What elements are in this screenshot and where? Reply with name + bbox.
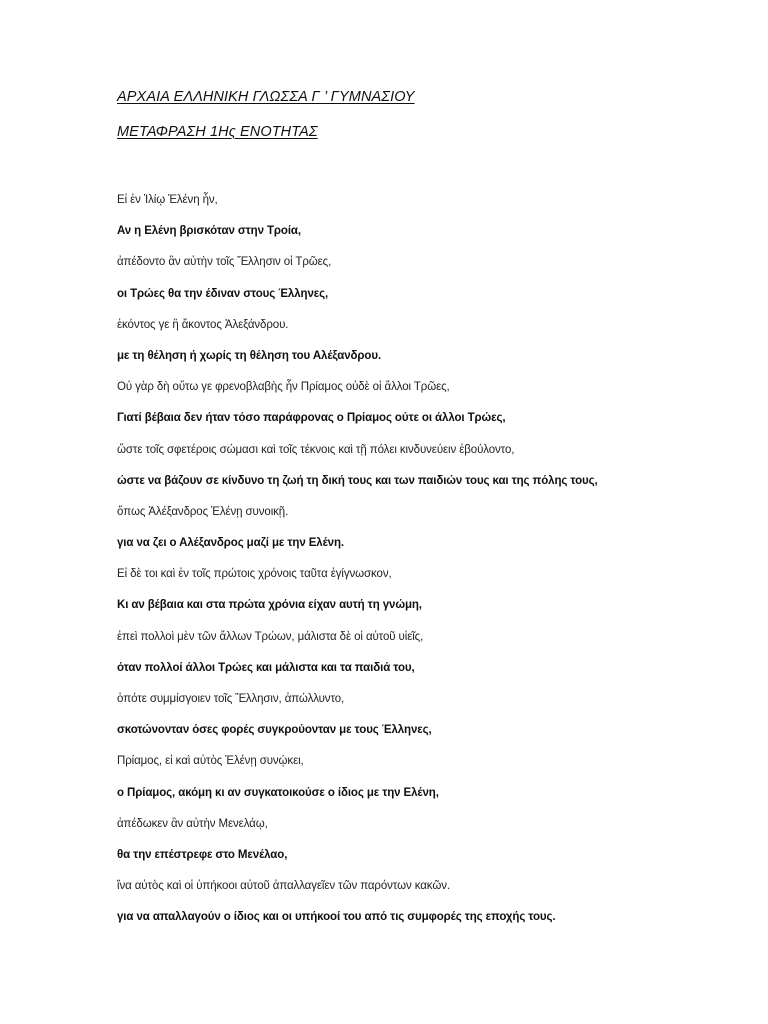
ancient-greek-line: ὁπότε συμμίσγοιεν τοῖς Ἕλλησιν, ἀπώλλυντο,: [117, 693, 345, 705]
ancient-greek-line: Οὐ γὰρ δὴ οὕτω γε φρενοβλαβὴς ἦν Πρίαμος οὐδὲ οἱ ἄλλοι Τρῶες,: [117, 381, 450, 394]
ancient-greek-line: Πρίαμος, εἰ καὶ αὐτὸς Ἑλένῃ συνῴκει,: [117, 755, 304, 768]
modern-greek-line: Κι αν βέβαια και στα πρώτα χρόνια είχαν αυτή τη γνώμη,: [117, 599, 422, 612]
modern-greek-line: όταν πολλοί άλλοι Τρώες και μάλιστα και τα παιδιά του,: [117, 661, 415, 674]
modern-greek-line: με τη θέληση ή χωρίς τη θέληση του Αλέξανδρου.: [117, 349, 382, 362]
modern-greek-line: για να ζει ο Αλέξανδρος μαζί με την Ελένη.: [117, 537, 344, 550]
ancient-greek-line: ὅπως Ἀλέξανδρος Ἑλένῃ συνοικῇ.: [117, 505, 289, 518]
modern-greek-line: Γιατί βέβαια δεν ήταν τόσο παράφρονας ο Πρίαμος ούτε οι άλλοι Τρώες,: [117, 412, 506, 425]
ancient-greek-line: ἐπεὶ πολλοὶ μὲν τῶν ἄλλων Τρώων, μάλιστα δὲ οἱ αὐτοῦ υἱεῖς,: [117, 630, 424, 643]
modern-greek-line: Αν η Ελένη βρισκόταν στην Τροία,: [117, 225, 302, 238]
document-title: ΑΡΧΑΙΑ ΕΛΛΗΝΙΚΗ ΓΛΩΣΣΑ Γ ’ ΓΥΜΝΑΣΙΟΥ: [117, 89, 415, 105]
ancient-greek-line: Εἰ ἐν Ἰλίῳ Ἑλένη ἦν,: [117, 194, 218, 206]
ancient-greek-line: ἑκόντος γε ἢ ἄκοντος Ἀλεξάνδρου.: [117, 318, 289, 331]
modern-greek-line: οι Τρώες θα την έδιναν στους Έλληνες,: [117, 287, 329, 300]
modern-greek-line: ώστε να βάζουν σε κίνδυνο τη ζωή τη δική τους και των παιδιών τους και της πόλης τους,: [117, 474, 598, 487]
modern-greek-line: σκοτώνονταν όσες φορές συγκρούονταν με τους Έλληνες,: [117, 724, 432, 737]
document-subtitle: ΜΕΤΑΦΡΑΣΗ 1Ης ΕΝΟΤΗΤΑΣ: [117, 124, 318, 140]
ancient-greek-line: Εἰ δὲ τοι καὶ ἐν τοῖς πρώτοις χρόνοις ταῦτα ἐγίγνωσκον,: [117, 568, 392, 581]
translation-lines: [117, 190, 737, 939]
modern-greek-line: θα την επέστρεφε στο Μενέλαο,: [117, 848, 288, 861]
ancient-greek-line: ἀπέδωκεν ἂν αὐτὴν Μενελάῳ,: [117, 817, 268, 830]
modern-greek-line: ο Πρίαμος, ακόμη κι αν συγκατοικούσε ο ίδιος με την Ελένη,: [117, 786, 439, 799]
ancient-greek-line: ἵνα αὐτὸς καὶ οἱ ὑπήκοοι αὐτοῦ ἀπαλλαγεῖεν τῶν παρόντων κακῶν.: [117, 880, 451, 893]
modern-greek-line: για να απαλλαγούν ο ίδιος και οι υπήκοοί του από τις συμφορές της εποχής τους.: [117, 911, 556, 924]
ancient-greek-line: ὥστε τοῖς σφετέροις σώμασι καὶ τοῖς τέκνοις καὶ τῇ πόλει κινδυνεύειν ἐβούλοντο,: [117, 443, 515, 456]
ancient-greek-line: ἀπέδοντο ἂν αὐτὴν τοῖς Ἕλλησιν οἱ Τρῶες,: [117, 256, 332, 269]
